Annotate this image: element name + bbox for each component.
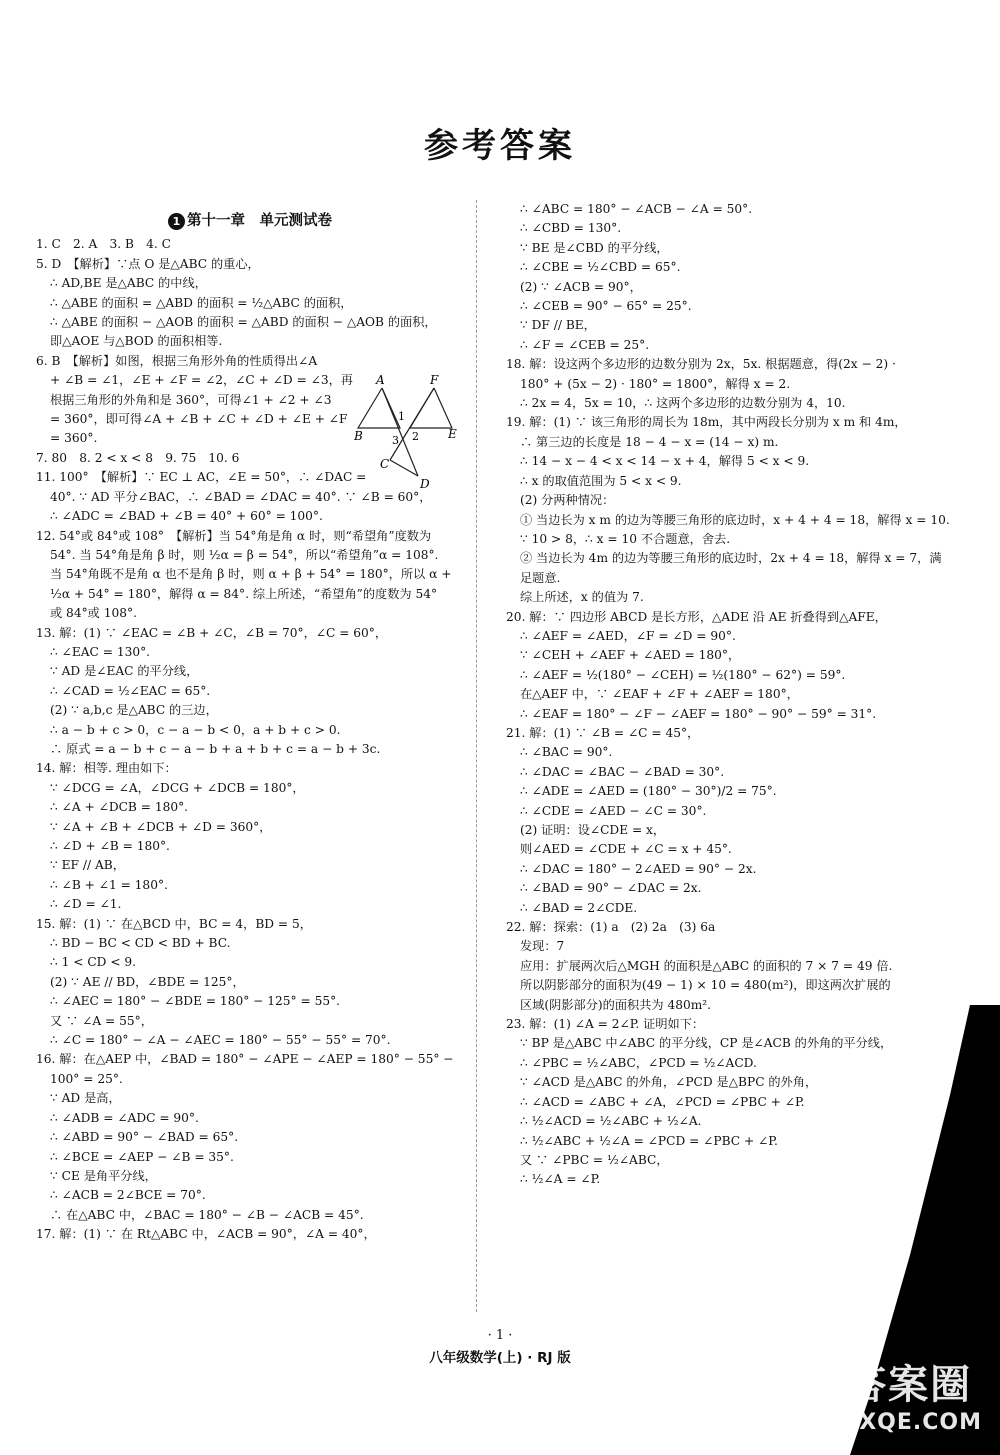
answer-line: ∵ AD 是∠EAC 的平分线， bbox=[50, 664, 199, 679]
answer-line: 21. 解：(1) ∵ ∠B = ∠C = 45°， bbox=[506, 725, 700, 740]
answer-line: ∴ ∠A + ∠DCB = 180°. bbox=[50, 800, 189, 815]
answer-line: ∴ 1 < CD < 9. bbox=[50, 955, 137, 970]
answer-line: 16. 解：在△AEP 中，∠BAD = 180° − ∠APE − ∠AEP = 180° − 55° − bbox=[36, 1052, 454, 1067]
answer-line: 7. 80 8. 2 < x < 8 9. 75 10. 6 bbox=[36, 450, 240, 465]
answer-line: ∴ ∠ACD = ∠ABC + ∠A，∠PCD = ∠PBC + ∠P. bbox=[520, 1094, 805, 1109]
answer-line: ① 当边长为 x m 的边为等腰三角形的底边时，x + 4 + 4 = 18，解得 x = 10. bbox=[520, 512, 950, 527]
answer-line: 应用：扩展两次后△MGH 的面积是△ABC 的面积的 7 × 7 = 49 倍. bbox=[520, 958, 893, 973]
answer-line: 23. 解：(1) ∠A = 2∠P. 证明如下： bbox=[506, 1017, 705, 1032]
answer-line: ∴ ∠DAC = 180° − 2∠AED = 90° − 2x. bbox=[520, 861, 757, 876]
answer-line: 即△AOE 与△BOD 的面积相等. bbox=[50, 334, 223, 349]
answer-line: ∵ CE 是角平分线， bbox=[50, 1168, 157, 1183]
answer-line: ∴ a − b + c > 0，c − a − b < 0，a + b + c > 0. bbox=[50, 722, 341, 737]
answer-line: ∴ ∠AEF = ½(180° − ∠CEH) = ½(180° − 62°) = 59°. bbox=[520, 667, 846, 682]
label-2: 2 bbox=[412, 430, 419, 443]
answer-line: 19. 解：(1) ∵ 该三角形的周长为 18m，其中两段长分别为 x m 和 4m， bbox=[506, 415, 907, 430]
answer-line: 40°. ∵ AD 平分∠BAC，∴ ∠BAD = ∠DAC = 40°. ∵ ∠B = 60°， bbox=[50, 489, 432, 504]
chapter-heading bbox=[36, 212, 464, 231]
answer-line: 又 ∵ ∠PBC = ½∠ABC， bbox=[520, 1152, 669, 1167]
answer-line: 180° + (5x − 2) · 180° = 1800°，解得 x = 2. bbox=[520, 376, 791, 391]
label-d: D bbox=[420, 477, 430, 491]
label-1: 1 bbox=[398, 410, 405, 423]
answer-line: 或 84°或 108°. bbox=[50, 606, 137, 621]
answer-line: 根据三角形的外角和是 360°，可得∠1 + ∠2 + ∠3 bbox=[50, 392, 332, 407]
answer-line: 6. B 【解析】如图，根据三角形外角的性质得出∠A bbox=[36, 353, 318, 368]
answer-line: ∴ ∠F = ∠CEB = 25°. bbox=[520, 337, 650, 352]
answer-line: ∴ 在△ABC 中，∠BAC = 180° − ∠B − ∠ACB = 45°. bbox=[50, 1207, 364, 1222]
label-f: F bbox=[430, 373, 439, 387]
answer-line: ∴ ∠AEC = 180° − ∠BDE = 180° − 125° = 55°. bbox=[50, 994, 341, 1009]
answer-line: ∴ ∠EAC = 130°. bbox=[50, 644, 151, 659]
answer-line: ∵ ∠ACD 是△ABC 的外角，∠PCD 是△BPC 的外角， bbox=[520, 1075, 818, 1090]
answer-line: 12. 54°或 84°或 108° 【解析】当 54°角是角 α 时，则“希望角”度数为 bbox=[36, 528, 432, 543]
answer-line: (2) 分两种情况： bbox=[520, 493, 615, 508]
answer-line: ½α + 54° = 180°，解得 α = 84°. 综上所述，“希望角”的度数为 54° bbox=[50, 586, 438, 601]
answer-line: ∴ ∠CBD = 130°. bbox=[520, 221, 622, 236]
answer-line: ∴ ∠ADC = ∠BAD + ∠B = 40° + 60° = 100°. bbox=[50, 509, 323, 524]
answer-line: ∴ ∠BAD = 90° − ∠DAC = 2x. bbox=[520, 881, 702, 896]
answer-line: ∵ BP 是△ABC 中∠ABC 的平分线，CP 是∠ACB 的外角的平分线， bbox=[520, 1036, 893, 1051]
answer-line: ∴ ½∠ACD = ½∠ABC + ½∠A. bbox=[520, 1114, 702, 1129]
answer-line: ∴ ∠ADE = ∠AED = (180° − 30°)/2 = 75°. bbox=[520, 784, 777, 799]
triangle-abe bbox=[358, 388, 400, 428]
answer-line: ∴ ∠B + ∠1 = 180°. bbox=[50, 877, 168, 892]
answer-line: ∵ ∠CEH + ∠AEF + ∠AED = 180°， bbox=[520, 648, 741, 663]
answer-line: 足题意. bbox=[520, 570, 561, 585]
answer-line: = 360°，即可得∠A + ∠B + ∠C + ∠D + ∠E + ∠F bbox=[50, 412, 348, 427]
answer-line: ∴ △ABE 的面积 − △AOB 的面积 = △ABD 的面积 − △AOB 的面积， bbox=[50, 315, 437, 330]
answer-line: ∵ ∠DCG = ∠A，∠DCG + ∠DCB = 180°， bbox=[50, 780, 305, 795]
answer-line: ∴ ∠ABC = 180° − ∠ACB − ∠A = 50°. bbox=[520, 202, 753, 216]
label-c: C bbox=[380, 457, 390, 471]
answer-line: ∵ AD 是高， bbox=[50, 1091, 121, 1106]
page-number: · 1 · bbox=[487, 1328, 513, 1343]
watermark bbox=[836, 1353, 982, 1435]
answer-line: = 360°. bbox=[50, 431, 98, 446]
answer-line: 54°. 当 54°角是角 β 时，则 ½α = β = 54°，所以“希望角”α = 108°. bbox=[50, 547, 439, 562]
label-e: E bbox=[448, 427, 457, 441]
answer-line: 22. 解：探索：(1) a (2) 2a (3) 6a bbox=[506, 920, 716, 935]
answer-line: ∴ ∠EAF = 180° − ∠F − ∠AEF = 180° − 90° − 59° = 31°. bbox=[520, 706, 877, 721]
answer-line: 发现：7 bbox=[520, 939, 565, 954]
page-title: 参考答案 bbox=[424, 126, 576, 166]
answer-line: ∴ BD − BC < CD < BD + BC. bbox=[50, 936, 231, 951]
answer-line: ∴ ∠CDE = ∠AED − ∠C = 30°. bbox=[520, 803, 707, 818]
answer-line: ∴ ∠CBE = ½∠CBD = 65°. bbox=[520, 260, 681, 275]
answer-line: ∴ ∠BAD = 2∠CDE. bbox=[520, 900, 638, 915]
label-b: B bbox=[354, 429, 363, 443]
answer-line: (2) 证明：设∠CDE = x， bbox=[520, 823, 666, 837]
watermark-logo-text: 答案圈 bbox=[846, 1362, 973, 1408]
answer-line: (2) ∵ AE // BD，∠BDE = 125°， bbox=[50, 974, 245, 989]
answer-line: 当 54°角既不是角 α 也不是角 β 时，则 α + β + 54° = 180°，所以 α + bbox=[50, 567, 452, 582]
answer-line: 18. 解：设这两个多边形的边数分别为 2x，5x. 根据题意，得(2x − 2) · bbox=[506, 357, 896, 372]
answer-line: (2) ∵ ∠ACB = 90°， bbox=[520, 279, 642, 294]
answer-line: ∵ 10 > 8，∴ x = 10 不合题意，舍去. bbox=[520, 531, 731, 546]
column-divider bbox=[476, 200, 477, 1312]
answer-line: ∴ ∠ADB = ∠ADC = 90°. bbox=[50, 1110, 199, 1125]
answer-line: ∵ DF // BE， bbox=[520, 318, 596, 333]
answer-line: 综上所述，x 的值为 7. bbox=[520, 590, 644, 605]
answer-line: ∴ ∠BCE = ∠AEP − ∠B = 35°. bbox=[50, 1149, 234, 1164]
answer-line: ∴ ½∠A = ∠P. bbox=[520, 1172, 601, 1187]
answer-line: 则∠AED = ∠CDE + ∠C = x + 45°. bbox=[520, 842, 732, 857]
answer-line: ∴ ∠C = 180° − ∠A − ∠AEC = 180° − 55° − 55° = 70°. bbox=[50, 1033, 391, 1048]
geometry-figure bbox=[354, 372, 462, 492]
answer-line: 15. 解：(1) ∵ 在△BCD 中，BC = 4，BD = 5， bbox=[36, 916, 312, 931]
label-3: 3 bbox=[392, 434, 399, 447]
answer-line: ∴ ∠CAD = ½∠EAC = 65°. bbox=[50, 683, 211, 698]
answer-line: ∴ ∠BAC = 90°. bbox=[520, 745, 613, 760]
answer-line: 13. 解：(1) ∵ ∠EAC = ∠B + ∠C，∠B = 70°，∠C = 60°， bbox=[36, 625, 388, 640]
answer-line: ∴ ½∠ABC + ½∠A = ∠PCD = ∠PBC + ∠P. bbox=[520, 1133, 778, 1148]
answer-line: 14. 解：相等. 理由如下： bbox=[36, 761, 177, 776]
answer-line: 17. 解：(1) ∵ 在 Rt△ABC 中，∠ACB = 90°，∠A = 40°， bbox=[36, 1227, 376, 1242]
answer-line: ∴ AD,BE 是△ABC 的中线， bbox=[50, 276, 207, 291]
answer-line: ∴ ∠DAC = ∠BAC − ∠BAD = 30°. bbox=[520, 764, 725, 779]
answer-line: ② 当边长为 4m 的边为等腰三角形的底边时，2x + 4 = 18，解得 x = 7，满 bbox=[520, 551, 942, 566]
answer-line: ∵ ∠A + ∠B + ∠DCB + ∠D = 360°， bbox=[50, 819, 272, 834]
answer-line: 区域(阴影部分)的面积共为 480m². bbox=[520, 997, 712, 1012]
answer-line: ∴ ∠AEF = ∠AED，∠F = ∠D = 90°. bbox=[520, 628, 736, 643]
answer-line: ∴ 14 − x − 4 < x < 14 − x + 4，解得 5 < x < 9. bbox=[520, 454, 810, 469]
answer-line: ∴ △ABE 的面积 = △ABD 的面积 = ½△ABC 的面积， bbox=[50, 295, 353, 310]
line-cd bbox=[390, 460, 418, 476]
answer-line: 5. D 【解析】∵点 O 是△ABC 的重心， bbox=[36, 256, 260, 271]
answer-line: ∴ x 的取值范围为 5 < x < 9. bbox=[520, 473, 682, 488]
answer-line: ∴ 2x = 4，5x = 10，∴ 这两个多边形的边数分别为 4，10. bbox=[520, 396, 846, 411]
answer-line: 所以阴影部分的面积为(49 − 1) × 10 = 480(m²)，即这两次扩展的 bbox=[520, 978, 891, 993]
chapter-title: 第十一章 单元测试卷 bbox=[187, 213, 332, 229]
answer-line: 又 ∵ ∠A = 55°， bbox=[50, 1013, 153, 1028]
answer-line: (2) ∵ a,b,c 是△ABC 的三边， bbox=[50, 703, 218, 718]
answer-line: ∴ ∠ACB = 2∠BCE = 70°. bbox=[50, 1188, 206, 1203]
answer-line: ∴ ∠D = ∠1. bbox=[50, 897, 122, 912]
answer-line: 100° = 25°. bbox=[50, 1071, 123, 1086]
answer-line: ∴ ∠D + ∠B = 180°. bbox=[50, 839, 170, 853]
answer-line: ∴ 原式 = a − b + c − a − b + a + b + c = a − b + 3c. bbox=[50, 741, 381, 756]
answer-line: 11. 100° 【解析】∵ EC ⊥ AC，∠E = 50°，∴ ∠DAC = bbox=[36, 470, 367, 485]
watermark-url: MXQE.COM bbox=[836, 1410, 982, 1435]
answer-line: ∴ ∠CEB = 90° − 65° = 25°. bbox=[520, 299, 692, 314]
answer-line: + ∠B = ∠1，∠E + ∠F = ∠2，∠C + ∠D = ∠3，再 bbox=[50, 373, 353, 388]
answer-line: ∴ ∠ABD = 90° − ∠BAD = 65°. bbox=[50, 1130, 239, 1145]
answer-line: ∵ BE 是∠CBD 的平分线， bbox=[520, 240, 669, 255]
chapter-number-badge: 1 bbox=[168, 213, 185, 230]
answer-line: ∴ 第三边的长度是 18 − 4 − x = (14 − x) m. bbox=[520, 434, 779, 449]
footer-text: 八年级数学(上) · RJ 版 bbox=[429, 1350, 571, 1366]
answer-line: ∴ ∠PBC = ½∠ABC，∠PCD = ½∠ACD. bbox=[520, 1055, 757, 1070]
answer-line: ∵ EF // AB， bbox=[50, 858, 125, 873]
answer-line: 20. 解：∵ 四边形 ABCD 是长方形，△ADE 沿 AE 折叠得到△AFE， bbox=[506, 609, 887, 624]
answer-line: 1. C 2. A 3. B 4. C bbox=[36, 237, 171, 252]
left-column bbox=[36, 212, 464, 1245]
answer-line: 在△AEF 中，∵ ∠EAF + ∠F + ∠AEF = 180°， bbox=[520, 687, 799, 702]
label-a: A bbox=[376, 373, 385, 387]
